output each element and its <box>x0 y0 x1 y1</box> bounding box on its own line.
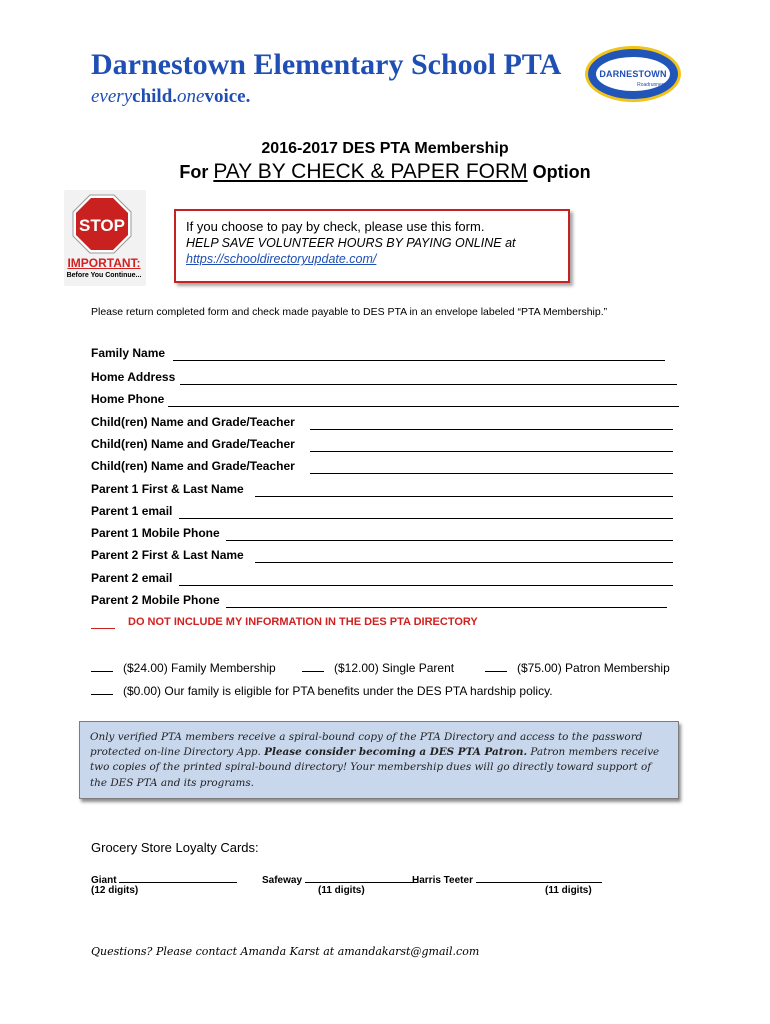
home-phone-field[interactable]: Home Phone <box>91 392 679 408</box>
child-name-grade-field-3[interactable]: Child(ren) Name and Grade/Teacher <box>91 459 673 475</box>
stop-sign-icon <box>72 194 132 254</box>
giant-line <box>119 873 237 883</box>
parent2-phone-field[interactable]: Parent 2 Mobile Phone <box>91 593 667 609</box>
field-line <box>255 562 673 563</box>
field-line <box>226 540 673 541</box>
grocery-cards-heading: Grocery Store Loyalty Cards: <box>91 840 259 855</box>
option-blank[interactable] <box>91 661 113 672</box>
option-blank[interactable] <box>91 684 113 695</box>
giant-card-field[interactable]: Giant <box>91 873 237 886</box>
giant-digits: (12 digits) <box>91 885 139 896</box>
family-membership-option[interactable]: ($24.00) Family Membership <box>91 661 276 675</box>
tagline: everychild.onevoice. <box>91 86 251 107</box>
option-blank[interactable] <box>302 661 324 672</box>
patron-appeal: Please consider becoming a DES PTA Patron. <box>264 746 528 759</box>
contact-line: Questions? Please contact Amanda Karst at amandakarst@gmail.com <box>91 945 480 958</box>
field-line <box>310 429 673 430</box>
field-line <box>179 585 673 586</box>
safeway-card-field[interactable]: Safeway <box>262 873 417 886</box>
field-line <box>226 607 667 608</box>
field-line <box>168 406 679 407</box>
logo-sub: Roadrunners <box>637 82 666 88</box>
single-parent-option[interactable]: ($12.00) Single Parent <box>302 661 454 675</box>
field-line <box>179 518 673 519</box>
parent1-name-field[interactable]: Parent 1 First & Last Name <box>91 482 673 498</box>
parent1-email-field[interactable]: Parent 1 email <box>91 504 673 520</box>
parent1-phone-field[interactable]: Parent 1 Mobile Phone <box>91 526 673 542</box>
do-not-include-checkbox[interactable] <box>91 628 115 629</box>
important-sub: Before You Continue... <box>66 272 142 279</box>
field-line <box>310 473 673 474</box>
parent2-email-field[interactable]: Parent 2 email <box>91 571 673 587</box>
option-heading: For PAY BY CHECK & PAPER FORM Option <box>179 160 591 183</box>
hardship-option[interactable]: ($0.00) Our family is eligible for PTA benefits under the DES PTA hardship policy. <box>91 684 553 698</box>
option-blank[interactable] <box>485 661 507 672</box>
stop-sign-text: STOP <box>79 216 125 235</box>
parent2-name-field[interactable]: Parent 2 First & Last Name <box>91 548 673 564</box>
harris-teeter-card-field[interactable]: Harris Teeter <box>412 873 602 886</box>
notice-line-2: HELP SAVE VOLUNTEER HOURS BY PAYING ONLINE at <box>186 236 516 250</box>
darnestown-logo <box>585 46 681 102</box>
safeway-digits: (11 digits) <box>318 885 365 896</box>
child-name-grade-field-2[interactable]: Child(ren) Name and Grade/Teacher <box>91 437 673 453</box>
harris-digits: (11 digits) <box>545 885 592 896</box>
child-name-grade-field-1[interactable]: Child(ren) Name and Grade/Teacher <box>91 415 673 431</box>
online-link[interactable]: https://schooldirectoryupdate.com/ <box>186 252 377 266</box>
patron-membership-option[interactable]: ($75.00) Patron Membership <box>485 661 670 675</box>
pay-online-notice <box>174 209 570 283</box>
safeway-line <box>305 873 417 883</box>
logo-text: DARNESTOWN <box>599 69 667 79</box>
home-address-field[interactable]: Home Address <box>91 370 677 386</box>
option-emphasis: PAY BY CHECK & PAPER FORM <box>213 160 528 183</box>
field-line <box>180 384 677 385</box>
school-title: Darnestown Elementary School PTA <box>91 48 562 81</box>
do-not-include-label: DO NOT INCLUDE MY INFORMATION IN THE DES PTA DIRECTORY <box>128 616 478 628</box>
membership-heading: 2016-2017 DES PTA Membership <box>261 140 509 157</box>
field-line <box>255 496 673 497</box>
field-line <box>310 451 673 452</box>
important-label: IMPORTANT: <box>67 256 141 270</box>
directory-info-box: Only verified PTA members receive a spiral-bound copy of the PTA Directory and access to the password protected on-line Directory App. Please consider becoming a DES PTA Patron. Patron members receive two copies of the printed spiral-bound directory! Your membership dues will go directly toward support of the DES PTA and its programs. <box>79 721 679 799</box>
family-name-field[interactable]: Family Name <box>91 346 665 362</box>
harris-line <box>476 873 602 883</box>
field-line <box>173 360 665 361</box>
notice-line-1: If you choose to pay by check, please use this form. <box>186 219 485 234</box>
return-instructions: Please return completed form and check made payable to DES PTA in an envelope labeled “PTA Membership.” <box>91 306 608 318</box>
